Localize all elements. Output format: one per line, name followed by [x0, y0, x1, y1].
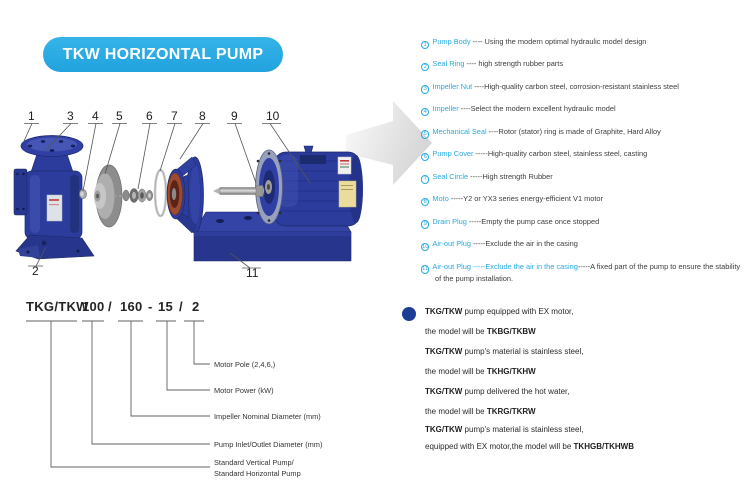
model-notes: [425, 302, 755, 455]
part-item: [421, 149, 743, 161]
note-item: [425, 302, 755, 342]
part-desc: -----High strength Rubber: [468, 171, 553, 181]
note-line-1: [425, 382, 755, 402]
part-name: Pump Body: [432, 37, 471, 46]
note-item: [425, 342, 755, 382]
part-desc: -----Exclude the air in the casing: [471, 239, 578, 249]
note-line-1: [425, 302, 755, 322]
part-item: [421, 217, 743, 229]
callout-number: 7: [171, 109, 178, 123]
callout-leader-line: [180, 124, 210, 160]
note-line-2: [425, 322, 755, 342]
part-name: Moto: [432, 194, 449, 204]
callout-number: 8: [199, 109, 206, 123]
part-name: Pump Cover: [432, 149, 474, 159]
pump-cover: [167, 157, 204, 233]
model-code-token: 2: [192, 299, 200, 314]
callout-number: 4: [92, 109, 99, 123]
callout-number: 6: [146, 109, 153, 123]
callout-number: 10: [266, 109, 280, 123]
callout-number: 2: [32, 264, 39, 278]
part-name: Impeller: [432, 104, 459, 114]
part-number-icon: 11: [422, 266, 429, 273]
part-item: [421, 239, 743, 251]
part-number-icon: 1: [421, 41, 429, 49]
part-name: Mechanical Seal: [432, 126, 487, 136]
part-number-icon: 5: [421, 130, 429, 138]
note-series: TKG/TKW: [425, 387, 463, 396]
model-code-label: Pump Inlet/Outlet Diameter (mm): [214, 440, 323, 449]
part-desc: ----Select the modern excellent hydraulic model: [458, 104, 616, 114]
part-number-icon: 7: [421, 175, 429, 183]
note-item: [425, 382, 755, 422]
note-line-2: [425, 362, 755, 382]
note-line-1: [425, 422, 755, 439]
part-item: [421, 82, 743, 94]
part-item: [421, 37, 743, 49]
part-desc: ----Rotor (stator) ring is made of Graphite, Hard Alloy: [486, 126, 661, 136]
note-model-code: TKHG/TKHW: [486, 367, 536, 376]
part-number-icon: 10: [422, 243, 429, 250]
part-desc: -----Y2 or YX3 series energy-efficient V1 motor: [448, 194, 603, 204]
note-item: [425, 422, 755, 455]
part-desc: -----High-quality carbon steel, stainless steel, casting: [473, 149, 648, 159]
motor-base-front: [194, 232, 351, 261]
note-text: pump delivered the hot water,: [462, 387, 570, 396]
part-item: [421, 172, 743, 184]
part-number-icon: 6: [421, 153, 429, 161]
part-number-icon: 9: [421, 220, 429, 228]
note-text: the model will be: [425, 327, 487, 336]
part-desc: -----A fixed part of the pump to ensure the stability of the pump installation.: [435, 261, 741, 283]
part-number-icon: 4: [421, 108, 429, 116]
model-code-token: 160: [120, 299, 143, 314]
callout-leader-line: [227, 124, 256, 184]
model-code-connector-lines: [20, 316, 350, 481]
note-text: pump equipped with EX motor,: [462, 307, 574, 316]
note-line-2: [425, 439, 755, 456]
part-name-cont: -----Exclude the air in the casing: [471, 261, 578, 271]
part-item: [421, 127, 743, 139]
callout-leader-line: [160, 124, 182, 172]
part-number-icon: 2: [421, 63, 429, 71]
note-text: equipped with EX motor,the model will be: [425, 441, 574, 451]
pump-exploded-diagram: [8, 95, 448, 300]
seal-circle: [155, 170, 166, 216]
impeller: [94, 165, 122, 227]
part-name: Seal Ring: [432, 59, 465, 69]
part-name: Impeller Nut: [432, 81, 473, 91]
part-desc: -----Empty the pump case once stopped: [466, 216, 600, 226]
model-code-token: 100: [82, 299, 105, 314]
title-banner: [43, 37, 283, 72]
part-name: Seal Circle: [432, 171, 469, 181]
part-name: Drain Plug: [432, 216, 467, 226]
model-code-label: Standard Vertical Pump/: [214, 458, 294, 467]
callout-leader-line: [138, 124, 157, 190]
callout-number: 11: [246, 266, 259, 280]
page-title: TKW HORIZONTAL PUMP: [62, 45, 264, 63]
model-code-label: Motor Pole (2,4,6,): [214, 360, 276, 369]
note-model-code: TKRG/TKRW: [486, 407, 536, 416]
note-series: TKG/TKW: [425, 347, 463, 356]
note-line-1: [425, 342, 755, 362]
part-item: [421, 104, 743, 116]
note-line-2: [425, 402, 755, 422]
note-model-code: TKHGB/TKHWB: [573, 441, 634, 451]
callout-number: 1: [28, 109, 35, 123]
note-text: pump's material is stainless steel,: [462, 347, 584, 356]
part-item: [421, 262, 743, 283]
callout-number: 3: [67, 109, 74, 123]
part-item: [421, 59, 743, 71]
note-text: the model will be: [425, 407, 487, 416]
model-code-label: Standard Horizontal Pump: [214, 469, 301, 478]
part-desc: ---- Using the modern optimal hydraulic model design: [470, 37, 647, 46]
part-name: Air-out Plug: [432, 261, 472, 271]
parts-list: [421, 37, 743, 294]
note-model-code: TKBG/TKBW: [486, 327, 536, 336]
note-text: the model will be: [425, 367, 487, 376]
part-desc: ----High-quality carbon steel, corrosion-resistant stainless steel: [472, 81, 679, 91]
part-item: [421, 194, 743, 206]
model-code-token: /: [108, 299, 112, 314]
bullet-icon: [402, 307, 416, 321]
callout-number: 5: [116, 109, 123, 123]
note-text: pump's material is stainless steel,: [462, 425, 584, 434]
model-code-token: 15: [158, 299, 174, 314]
model-code-label: Impeller Nominal Diameter (mm): [214, 412, 321, 421]
motor-shaft: [213, 186, 264, 197]
model-code-token: /: [179, 299, 183, 314]
part-name: Air-out Plug: [432, 239, 472, 249]
model-code-token: -: [148, 299, 153, 314]
model-code-label: Motor Power (kW): [214, 386, 274, 395]
part-number-icon: 3: [421, 85, 429, 93]
note-series: TKG/TKW: [425, 425, 463, 434]
model-code-token: TKG/TKW: [26, 299, 89, 314]
note-series: TKG/TKW: [425, 307, 463, 316]
callout-number: 9: [231, 109, 238, 123]
part-desc: ---- high strength rubber parts: [464, 59, 564, 69]
part-number-icon: 8: [421, 198, 429, 206]
